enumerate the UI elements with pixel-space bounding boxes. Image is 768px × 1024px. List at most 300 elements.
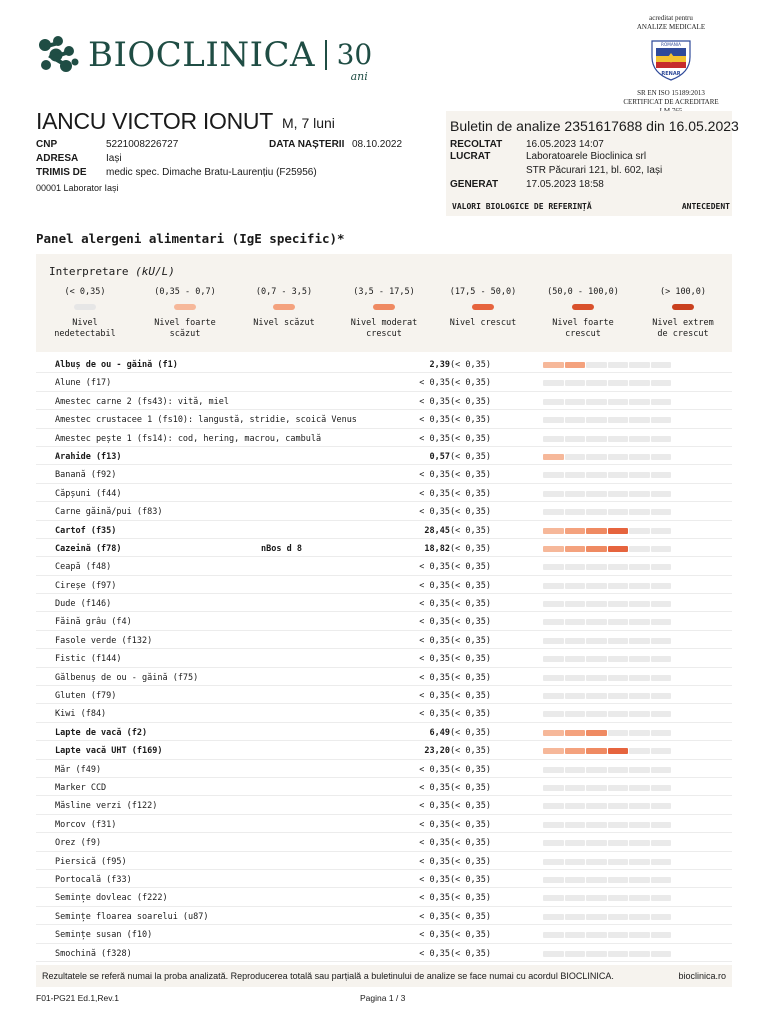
allergen-name: Fistic (f144) [55, 654, 122, 665]
level-label [40, 318, 130, 340]
level-bar [543, 711, 671, 717]
level-bar [543, 951, 671, 957]
level-bar-segment [608, 509, 629, 515]
allergen-name: Dude (f146) [55, 599, 112, 610]
result-value: 0,57 [429, 451, 450, 462]
level-bar-segment [565, 509, 586, 515]
reference-value: (< 0,35) [450, 635, 491, 646]
level-bar [543, 436, 671, 442]
level-bar-segment [629, 711, 650, 717]
table-row [36, 852, 732, 870]
allergen-name: Amestec pește 1 (fs14): cod, hering, macrou, cambulă [55, 433, 322, 444]
result-value: 28,45 [424, 525, 450, 536]
level-bar-segment [608, 859, 629, 865]
collected-label: RECOLTAT [450, 139, 503, 150]
table-row [36, 410, 732, 428]
level-bar-segment [586, 914, 607, 920]
result-value: < 0,35 [419, 378, 450, 389]
level-swatch [472, 304, 494, 310]
level-bar-segment [629, 877, 650, 883]
table-row [36, 502, 732, 520]
footer-site-link[interactable]: bioclinica.ro [678, 971, 726, 981]
level-bar-segment [608, 675, 629, 681]
level-bar-segment [565, 491, 586, 497]
allergen-name: Banană (f92) [55, 470, 117, 481]
table-row [36, 612, 732, 630]
accreditation-line-2: ANALIZE MEDICALE [636, 23, 706, 31]
table-row [36, 888, 732, 906]
level-bar-segment [608, 656, 629, 662]
level-bar-segment [608, 362, 629, 368]
level-bar-segment [543, 528, 564, 534]
level-label-line-1: Nivel foarte [552, 318, 614, 328]
level-bar-segment [608, 840, 629, 846]
reference-value: (< 0,35) [450, 874, 491, 885]
reference-value: (< 0,35) [450, 672, 491, 683]
level-bar-segment [629, 748, 650, 754]
level-bar-segment [543, 877, 564, 883]
result-value: < 0,35 [419, 874, 450, 885]
level-bar-segment [586, 436, 607, 442]
level-bar-segment [651, 619, 672, 625]
level-bar-segment [608, 436, 629, 442]
level-bar-segment [629, 380, 650, 386]
level-bar-segment [565, 675, 586, 681]
level-bar [543, 528, 671, 534]
reference-value: (< 0,35) [450, 948, 491, 959]
allergen-name: Marker CCD [55, 782, 107, 793]
level-bar [543, 748, 671, 754]
patient-sex-age: M, 7 luni [282, 115, 335, 131]
reference-value: (< 0,35) [450, 819, 491, 830]
level-bar-segment [543, 564, 564, 570]
level-bar-segment [565, 564, 586, 570]
level-bar-segment [543, 509, 564, 515]
reference-value: (< 0,35) [450, 543, 491, 554]
cnp-value: 5221008226727 [106, 139, 179, 150]
footer-disclaimer: Rezultatele se referă numai la proba analizată. Reproducerea totală sau parțială a buletinului de analize se face numai cu acordul BIOCLINICA. [42, 971, 614, 981]
footer-bar [36, 965, 732, 987]
result-value: 23,20 [424, 746, 450, 757]
level-bar [543, 840, 671, 846]
accreditation-line-1: acreditat pentru [649, 14, 693, 22]
address-label: ADRESA [36, 153, 79, 164]
level-bar [543, 877, 671, 883]
allergen-component-note: nBos d 8 [261, 543, 302, 554]
level-label-line-1: Nivel foarte [154, 318, 216, 328]
reference-value: (< 0,35) [450, 580, 491, 591]
result-value: < 0,35 [419, 654, 450, 665]
level-bar-segment [651, 528, 672, 534]
level-range: (0,35 - 0,7) [154, 287, 216, 297]
table-row [36, 539, 732, 557]
level-bar-segment [629, 583, 650, 589]
level-bar-segment [586, 656, 607, 662]
allergen-name: Amestec crustacee 1 (fs10): langustă, stridie, scoică Venus [55, 415, 357, 426]
level-bar-segment [629, 472, 650, 478]
level-bar-segment [629, 436, 650, 442]
result-value: < 0,35 [419, 819, 450, 830]
level-range: (0,7 - 3,5) [255, 287, 313, 297]
level-bar [543, 730, 671, 736]
level-bar [543, 693, 671, 699]
level-bar-segment [565, 859, 586, 865]
level-bar-segment [651, 454, 672, 460]
level-bar-segment [629, 951, 650, 957]
level-bar-segment [629, 656, 650, 662]
level-bar-segment [629, 859, 650, 865]
allergen-name: Căpșuni (f44) [55, 488, 122, 499]
level-bar-segment [565, 601, 586, 607]
level-bar-segment [651, 803, 672, 809]
table-row [36, 447, 732, 465]
result-value: 2,39 [429, 360, 450, 370]
reference-value: (< 0,35) [450, 911, 491, 922]
level-bar-segment [565, 767, 586, 773]
level-bar-segment [629, 509, 650, 515]
anniversary-number: 30 [336, 38, 373, 71]
level-label-line-2: scăzut [169, 329, 201, 339]
level-bar-segment [543, 932, 564, 938]
level-bar-segment [543, 693, 564, 699]
seal-text-top: ROMANIA [661, 42, 681, 47]
level-swatch [174, 304, 196, 310]
level-bar-segment [608, 638, 629, 644]
level-bar-segment [608, 491, 629, 497]
level-range: (< 0,35) [64, 287, 106, 297]
level-bar-segment [608, 601, 629, 607]
reference-header [446, 197, 732, 216]
table-row [36, 925, 732, 943]
level-bar-segment [565, 454, 586, 460]
level-bar-segment [608, 914, 629, 920]
allergen-name: Carne găină/pui (f83) [55, 507, 163, 518]
level-bar-segment [543, 619, 564, 625]
level-bar-segment [586, 675, 607, 681]
level-bar-segment [565, 895, 586, 901]
level-bar-segment [586, 583, 607, 589]
level-bar-segment [586, 528, 607, 534]
result-value: < 0,35 [419, 580, 450, 591]
level-bar [543, 675, 671, 681]
level-bar-segment [543, 785, 564, 791]
address-value: Iași [106, 153, 122, 164]
reference-value: (< 0,35) [450, 709, 491, 720]
allergen-name: Cazeină (f78) [55, 543, 122, 554]
level-bar-segment [651, 472, 672, 478]
level-bar-segment [651, 895, 672, 901]
level-bar-segment [629, 730, 650, 736]
level-bar-segment [629, 803, 650, 809]
panel-title: Panel alergeni alimentari (IgE specific)* [36, 231, 345, 246]
level-range: (50,0 - 100,0) [547, 287, 619, 297]
level-bar-segment [586, 509, 607, 515]
level-bar-segment [651, 748, 672, 754]
level-bar-segment [629, 914, 650, 920]
level-bar-segment [608, 748, 629, 754]
level-bar-segment [586, 785, 607, 791]
level-range: (> 100,0) [659, 287, 707, 297]
level-bar-segment [565, 436, 586, 442]
level-bar-segment [608, 417, 629, 423]
table-row [36, 465, 732, 483]
reference-value: (< 0,35) [450, 378, 491, 389]
reference-value: (< 0,35) [450, 893, 491, 904]
reference-value: (< 0,35) [450, 562, 491, 573]
level-bar-segment [543, 951, 564, 957]
allergen-name: Gluten (f79) [55, 691, 117, 702]
allergen-name: Alune (f17) [55, 378, 112, 389]
level-bar-segment [565, 951, 586, 957]
level-bar-segment [543, 454, 564, 460]
level-bar-segment [586, 932, 607, 938]
level-bar-segment [586, 619, 607, 625]
level-bar-segment [565, 583, 586, 589]
level-bar-segment [651, 380, 672, 386]
level-bar-segment [608, 932, 629, 938]
level-bar-segment [565, 693, 586, 699]
level-bar-segment [565, 619, 586, 625]
anniversary-mark [336, 38, 373, 83]
level-bar-segment [629, 564, 650, 570]
level-bar-segment [543, 399, 564, 405]
level-bar-segment [586, 895, 607, 901]
level-bar [543, 803, 671, 809]
reference-value: (< 0,35) [450, 746, 491, 757]
reference-value: (< 0,35) [450, 415, 491, 426]
antecedent-label: ANTECEDENT [681, 202, 730, 211]
level-bar-segment [543, 803, 564, 809]
allergen-name: Semințe floarea soarelui (u87) [55, 911, 209, 922]
level-bar-segment [586, 840, 607, 846]
level-bar-segment [586, 711, 607, 717]
table-row [36, 833, 732, 851]
allergen-name: Lapte vacă UHT (f169) [55, 746, 163, 757]
level-range: (17,5 - 50,0) [449, 287, 517, 297]
level-swatch [273, 304, 295, 310]
generated-value: 17.05.2023 18:58 [526, 179, 604, 190]
worked-value-1: Laboratoarele Bioclinica srl [526, 151, 647, 162]
level-bar [543, 601, 671, 607]
result-value: < 0,35 [419, 433, 450, 444]
level-bar-segment [586, 417, 607, 423]
result-value: < 0,35 [419, 507, 450, 518]
worked-label: LUCRAT [450, 151, 491, 162]
level-bar-segment [543, 914, 564, 920]
level-swatch [74, 304, 96, 310]
level-bar-segment [543, 711, 564, 717]
reference-value: (< 0,35) [450, 525, 491, 536]
level-bar-segment [586, 859, 607, 865]
level-bar-segment [608, 619, 629, 625]
allergen-name: Amestec carne 2 (fs43): vită, miel [55, 396, 229, 407]
level-bar [543, 417, 671, 423]
level-bar [543, 932, 671, 938]
birth-date-label: DATA NAȘTERII [269, 139, 345, 150]
level-bar-segment [651, 601, 672, 607]
level-bar [543, 822, 671, 828]
level-bar-segment [608, 895, 629, 901]
level-bar-segment [608, 803, 629, 809]
level-bar [543, 914, 671, 920]
level-bar [543, 564, 671, 570]
form-code: F01-PG21 Ed.1,Rev.1 [36, 993, 119, 1003]
level-bar-segment [651, 914, 672, 920]
level-bar-segment [586, 546, 607, 552]
reference-value: (< 0,35) [450, 727, 491, 738]
reference-value: (< 0,35) [450, 599, 491, 610]
level-bar-segment [543, 675, 564, 681]
level-bar-segment [651, 730, 672, 736]
level-bar-segment [608, 399, 629, 405]
result-value: < 0,35 [419, 782, 450, 793]
sent-by-value: medic spec. Dimache Bratu-Laurențiu (F25956) [106, 167, 317, 178]
result-value: < 0,35 [419, 838, 450, 849]
level-label [239, 318, 329, 329]
level-bar [543, 472, 671, 478]
level-bar-segment [608, 767, 629, 773]
level-bar-segment [629, 785, 650, 791]
level-bar-segment [651, 951, 672, 957]
interpretation-unit: (kU/L) [135, 265, 175, 278]
result-value: < 0,35 [419, 470, 450, 481]
level-swatch [572, 304, 594, 310]
table-row [36, 760, 732, 778]
result-value: 18,82 [424, 543, 450, 554]
result-value: < 0,35 [419, 635, 450, 646]
reference-value: (< 0,35) [450, 838, 491, 849]
allergen-name: Cartof (f35) [55, 525, 117, 536]
reference-value: (< 0,35) [450, 782, 491, 793]
allergen-name: Smochină (f328) [55, 948, 132, 959]
level-bar-segment [586, 564, 607, 570]
result-value: < 0,35 [419, 856, 450, 867]
level-range: (3,5 - 17,5) [353, 287, 415, 297]
level-bar-segment [629, 767, 650, 773]
level-bar-segment [629, 417, 650, 423]
level-bar-segment [565, 785, 586, 791]
level-bar-segment [565, 528, 586, 534]
level-bar-segment [586, 767, 607, 773]
level-bar-segment [565, 914, 586, 920]
level-bar-segment [651, 509, 672, 515]
reference-value: (< 0,35) [450, 396, 491, 407]
level-swatch [373, 304, 395, 310]
level-bar-segment [608, 472, 629, 478]
allergen-name: Portocală (f33) [55, 874, 132, 885]
level-bar-segment [651, 362, 672, 368]
reference-value: (< 0,35) [450, 764, 491, 775]
level-bar-segment [629, 822, 650, 828]
level-bar-segment [651, 656, 672, 662]
level-bar-segment [608, 951, 629, 957]
level-bar-segment [586, 803, 607, 809]
level-bar-segment [543, 895, 564, 901]
bulletin-title: Buletin de analize 2351617688 din 16.05.2023 [450, 118, 739, 134]
generated-label: GENERAT [450, 179, 499, 190]
allergen-name: Albuș de ou - găină (f1) [55, 360, 178, 370]
table-row [36, 594, 732, 612]
level-bar-segment [629, 895, 650, 901]
level-bar-segment [651, 711, 672, 717]
accreditation-line-4: CERTIFICAT DE ACREDITARE [623, 98, 719, 106]
level-bar [543, 859, 671, 865]
level-bar-segment [651, 638, 672, 644]
level-bar [543, 619, 671, 625]
level-label-line-2: crescut [366, 329, 402, 339]
level-bar [543, 399, 671, 405]
level-bar-segment [586, 491, 607, 497]
accreditation-block [608, 14, 734, 116]
result-value: < 0,35 [419, 396, 450, 407]
reference-value: (< 0,35) [450, 856, 491, 867]
table-row [36, 557, 732, 575]
table-row [36, 796, 732, 814]
level-label-line-2: de crescut [657, 329, 709, 339]
table-row [36, 631, 732, 649]
allergen-name: Arahide (f13) [55, 451, 122, 462]
table-row [36, 649, 732, 667]
result-value: < 0,35 [419, 599, 450, 610]
table-row [36, 944, 732, 962]
level-bar-segment [565, 711, 586, 717]
reference-value: (< 0,35) [450, 930, 491, 941]
level-label-line-1: Nivel crescut [449, 318, 517, 328]
level-bar-segment [651, 491, 672, 497]
level-bar-segment [565, 362, 586, 368]
level-bar-segment [651, 693, 672, 699]
bioclinica-logo [36, 33, 373, 83]
level-bar-segment [565, 877, 586, 883]
level-label [638, 318, 728, 340]
level-bar-segment [629, 840, 650, 846]
level-bar-segment [565, 932, 586, 938]
level-bar-segment [543, 436, 564, 442]
level-label [438, 318, 528, 329]
level-bar-segment [543, 638, 564, 644]
table-row [36, 723, 732, 741]
level-bar-segment [543, 417, 564, 423]
level-bar-segment [586, 748, 607, 754]
level-bar-segment [608, 877, 629, 883]
result-value: < 0,35 [419, 488, 450, 499]
level-bar-segment [565, 730, 586, 736]
worked-value-2: STR Păcurari 121, bl. 602, Iași [526, 165, 663, 176]
level-label-line-1: Nivel [72, 318, 98, 328]
level-bar-segment [543, 748, 564, 754]
results-table [36, 355, 732, 962]
sent-by-label: TRIMIS DE [36, 167, 87, 178]
level-bar-segment [651, 932, 672, 938]
result-value: < 0,35 [419, 764, 450, 775]
level-bar-segment [651, 436, 672, 442]
level-bar-segment [543, 472, 564, 478]
level-bar-segment [629, 638, 650, 644]
reference-value: (< 0,35) [450, 617, 491, 628]
table-row [36, 429, 732, 447]
level-bar-segment [565, 638, 586, 644]
level-bar [543, 583, 671, 589]
level-bar-segment [586, 638, 607, 644]
level-bar-segment [565, 822, 586, 828]
result-value: < 0,35 [419, 709, 450, 720]
level-bar [543, 491, 671, 497]
level-bar-segment [651, 546, 672, 552]
level-label [538, 318, 628, 340]
level-bar-segment [565, 546, 586, 552]
level-bar-segment [543, 380, 564, 386]
level-bar-segment [651, 564, 672, 570]
